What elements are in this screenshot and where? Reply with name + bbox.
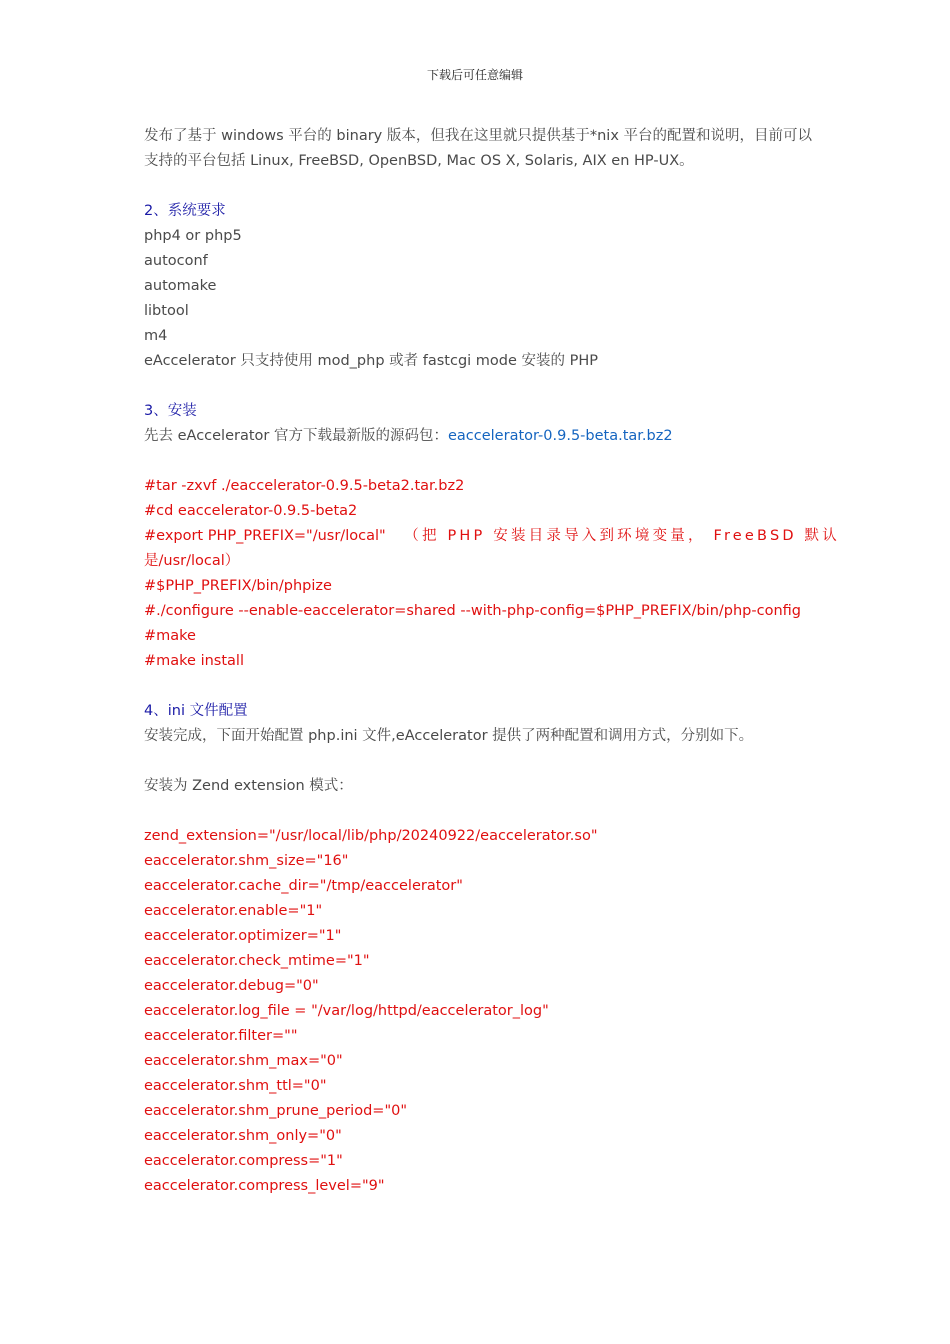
spacer bbox=[144, 674, 808, 699]
ini-config-line: eaccelerator.log_file = "/var/log/httpd/eaccelerator_log" bbox=[144, 1003, 549, 1019]
command-configure: #./configure --enable-eaccelerator=shared --with-php-config=$PHP_PREFIX/bin/php-config bbox=[144, 603, 801, 619]
download-link[interactable]: eaccelerator-0.9.5-beta.tar.bz2 bbox=[447, 428, 673, 444]
ini-config-line: eaccelerator.shm_max="0" bbox=[144, 1053, 343, 1069]
export-note: （把 PHP 安装目录导入到环境变量， FreeBSD 默认 bbox=[404, 528, 840, 544]
document-body bbox=[144, 124, 840, 1199]
spacer bbox=[144, 449, 808, 474]
ini-config-line: eaccelerator.shm_prune_period="0" bbox=[144, 1103, 408, 1119]
requirement-item: php4 or php5 bbox=[144, 228, 242, 244]
page-header: 下载后可任意编辑 bbox=[426, 68, 523, 82]
ini-config-line: eaccelerator.compress_level="9" bbox=[144, 1178, 385, 1194]
command-make: #make bbox=[144, 628, 196, 644]
ini-config-block bbox=[144, 824, 808, 1199]
command-cd: #cd eaccelerator-0.9.5-beta2 bbox=[144, 503, 358, 519]
ini-config-line: eaccelerator.filter="" bbox=[144, 1028, 298, 1044]
ini-mode-label: 安装为 Zend extension 模式： bbox=[144, 778, 353, 794]
spacer bbox=[144, 799, 808, 824]
requirement-item: libtool bbox=[144, 303, 189, 319]
ini-description: 安装完成，下面开始配置 php.ini 文件,eAccelerator 提供了两种配置和调用方式，分别如下。 bbox=[144, 728, 754, 744]
ini-config-line: eaccelerator.check_mtime="1" bbox=[144, 953, 370, 969]
export-command: #export PHP_PREFIX="/usr/local" bbox=[144, 528, 386, 544]
spacer bbox=[144, 174, 808, 199]
spacer bbox=[144, 374, 808, 399]
download-line bbox=[144, 424, 808, 449]
ini-config-line: eaccelerator.enable="1" bbox=[144, 903, 323, 919]
export-note-continued: 是/usr/local） bbox=[144, 553, 240, 569]
section-heading-requirements: 2、系统要求 bbox=[144, 203, 226, 219]
download-text: 先去 eAccelerator 官方下载最新版的源码包： bbox=[144, 428, 448, 444]
requirement-item: m4 bbox=[144, 328, 168, 344]
command-tar: #tar -zxvf ./eaccelerator-0.9.5-beta2.tar.bz2 bbox=[144, 478, 465, 494]
ini-config-line: eaccelerator.shm_size="16" bbox=[144, 853, 349, 869]
requirement-item: automake bbox=[144, 278, 217, 294]
ini-config-line: eaccelerator.compress="1" bbox=[144, 1153, 343, 1169]
command-make-install: #make install bbox=[144, 653, 244, 669]
requirement-item: autoconf bbox=[144, 253, 208, 269]
spacer bbox=[144, 749, 808, 774]
section-heading-install: 3、安装 bbox=[144, 403, 197, 419]
intro-line-1: 发布了基于 windows 平台的 binary 版本，但我在这里就只提供基于*nix 平台的配置和说明，目前可以 bbox=[144, 128, 813, 144]
ini-config-line: eaccelerator.cache_dir="/tmp/eaccelerator" bbox=[144, 878, 463, 894]
ini-config-line: eaccelerator.shm_only="0" bbox=[144, 1128, 342, 1144]
intro-line-2: 支持的平台包括 Linux, FreeBSD, OpenBSD, Mac OS X, Solaris, AIX en HP-UX。 bbox=[144, 153, 694, 169]
command-export bbox=[144, 524, 840, 549]
ini-config-line: eaccelerator.shm_ttl="0" bbox=[144, 1078, 327, 1094]
requirement-item: eAccelerator 只支持使用 mod_php 或者 fastcgi mode 安装的 PHP bbox=[144, 353, 599, 369]
ini-config-line: eaccelerator.optimizer="1" bbox=[144, 928, 342, 944]
ini-config-line: zend_extension="/usr/local/lib/php/20240922/eaccelerator.so" bbox=[144, 828, 598, 844]
ini-config-line: eaccelerator.debug="0" bbox=[144, 978, 319, 994]
command-phpize: #$PHP_PREFIX/bin/phpize bbox=[144, 578, 332, 594]
section-heading-ini: 4、ini 文件配置 bbox=[144, 703, 248, 719]
